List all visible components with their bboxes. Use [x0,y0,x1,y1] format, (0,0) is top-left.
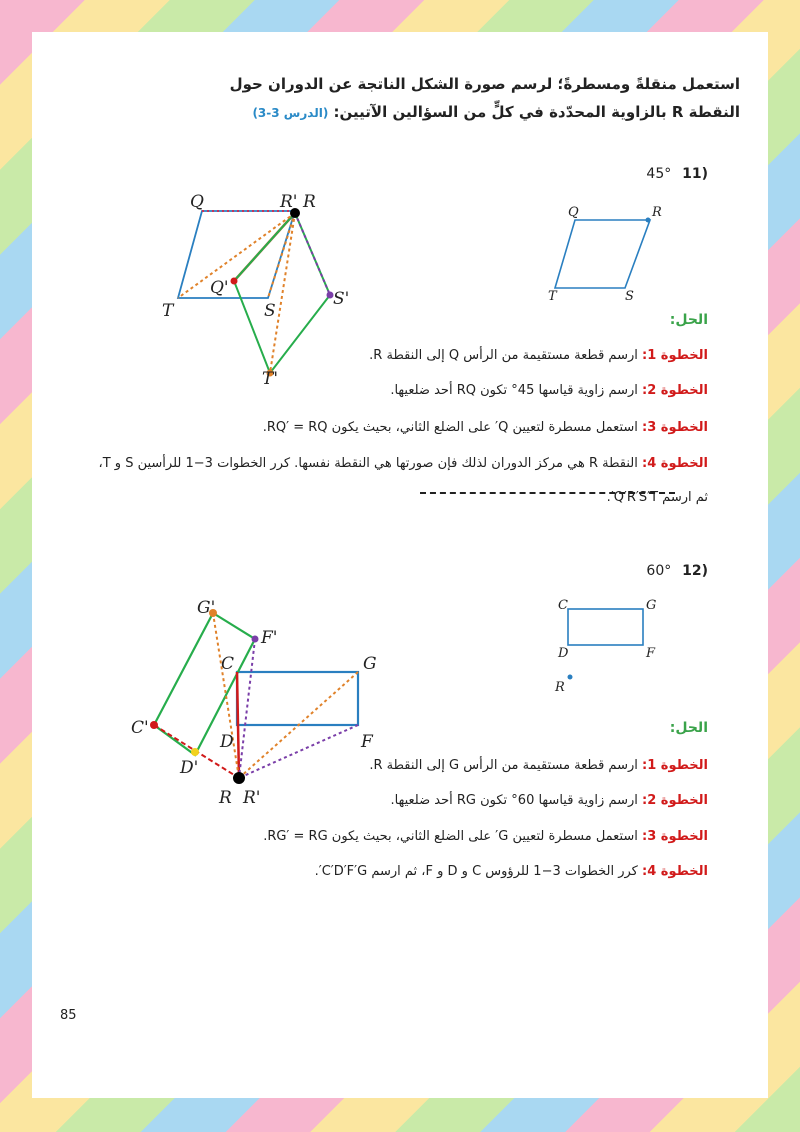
q11-label-r: R [303,192,316,212]
q12-original-rectangle [568,609,643,645]
q12-original-figure [550,595,670,695]
q11-original-r-dot [646,218,651,223]
q12-label-cp: C' [131,718,149,738]
q12-step-2-key: الخطوة 2: [642,793,708,808]
q12-label-f: F [361,732,373,752]
q11-step-1 [68,346,708,366]
q11-step-1-text: ارسم قطعة مستقيمة من الرأس Q إلى النقطة R. [369,348,638,363]
intro-line-1: استعمل منقلةً ومسطرةً؛ لرسم صورة الشكل الناتجة عن الدوران حول [229,75,740,93]
section-divider [420,492,675,494]
q11-step-2-key: الخطوة 2: [642,383,708,398]
q12-step-1 [68,756,708,776]
q12-solution-label: الحل: [669,720,708,736]
q12-fp-dot [252,636,259,643]
q11-orig-label-r: R [652,205,662,220]
q11-label-rp: R' [280,192,298,212]
q11-label-t: T [162,301,174,321]
q11-angle: 45° [646,166,672,182]
q12-orig-label-d: D [558,646,569,661]
q12-step-1-text: ارسم قطعة مستقيمة من الرأس G إلى النقطة R. [369,758,638,773]
q12-label-fp: F' [261,628,278,648]
q11-header [646,166,708,182]
q11-label-sp: S' [333,289,350,309]
q11-qp-dot [231,278,238,285]
q12-pre-image [237,672,358,725]
q12-angle: 60° [646,563,672,579]
q11-step-4-text: النقطة R هي مركز الدوران لذلك فإن صورتها هي النقطة نفسها. كرر الخطوات 3−1 للرأسين S و T، [98,456,638,471]
q11-step-1-key: الخطوة 1: [642,348,708,363]
q11-orig-label-q: Q [568,205,579,220]
q12-label-gp: G' [197,598,216,618]
q11-solution-label: الحل: [669,312,708,328]
q11-step-3-key: الخطوة 3: [642,420,708,435]
q12-step-3 [68,827,708,847]
q12-orig-label-f: F [646,646,656,661]
q12-label-c: C [221,654,235,674]
q12-dp-dot [191,748,199,756]
q12-orig-label-r: R [555,680,565,695]
q12-step-3-key: الخطوة 3: [642,829,708,844]
q12-label-d: D [220,732,234,752]
q11-orig-label-s: S [625,289,634,304]
q12-label-r: R [219,788,232,808]
q12-label-g: G [363,654,377,674]
q12-step-2 [68,791,708,811]
q11-step-3-text: استعمل مسطرة لتعيين Q′ على الضلع الثاني، بحيث يكون RQ′ = RQ. [262,420,638,435]
lesson-reference: (الدرس 3-3) [252,106,329,120]
q11-number: (11 [682,166,708,182]
q11-label-q: Q [190,192,204,212]
q12-step-4-text: كرر الخطوات 3−1 للرؤوس C و D و F، ثم ارسم C′D′F′G′. [314,864,638,879]
q12-original-r-dot [568,675,573,680]
q12-solution-figure [125,595,395,815]
intro-line-2-text: النقطة R بالزاوية المحدّدة في كلٍّ من السؤالين الآتيين: [333,103,740,121]
q11-label-qp: Q' [210,278,229,298]
q12-orig-label-g: G [646,598,657,613]
q11-step-2-text: ارسم زاوية قياسها 45° تكون RQ أحد ضلعيها. [390,383,638,398]
q11-label-tp: T' [262,369,279,389]
q12-cp-dot [150,721,158,729]
q11-original-figure [540,200,670,310]
q12-step-4-key: الخطوة 4: [642,864,708,879]
q11-step-4-key: الخطوة 4: [642,456,708,471]
q12-header [646,563,708,579]
q12-label-rp: R' [243,788,261,808]
q12-step-4 [68,862,708,882]
q12-number: (12 [682,563,708,579]
q11-step-4 [68,454,708,474]
page-number: 85 [60,1008,77,1023]
q12-label-dp: D' [180,758,199,778]
q12-step-2-text: ارسم زاوية قياسها 60° تكون RG أحد ضلعيها. [390,793,638,808]
q11-label-s: S [264,301,276,321]
q11-orig-label-t: T [548,289,557,304]
intro-line-2 [120,98,740,127]
q11-step-4-cont: ثم ارسم Q′R′S′T′. [606,490,708,505]
q12-step-1-key: الخطوة 1: [642,758,708,773]
q12-orig-label-c: C [558,598,568,613]
q12-step-3-text: استعمل مسطرة لتعيين G′ على الضلع الثاني، بحيث يكون RG′ = RG. [263,829,638,844]
q11-step-3 [68,418,708,438]
intro-text [120,70,740,127]
q11-step-2 [68,381,708,401]
q11-original-parallelogram [555,220,650,288]
